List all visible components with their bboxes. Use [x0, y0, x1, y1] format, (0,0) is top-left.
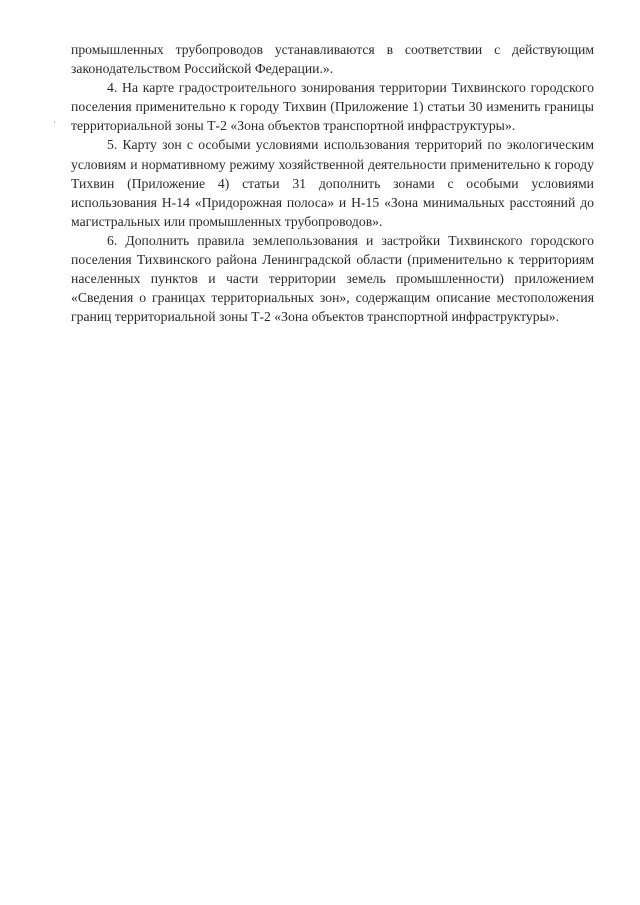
margin-mark: ·	[53, 118, 56, 128]
document-page	[71, 40, 594, 326]
paragraph-item-4: 4. На карте градостроительного зонирования территории Тихвинского городского поселения применительно к городу Тихвин (Приложение 1) статьи 30 изменить границы территориальной зоны Т-2 «Зона объектов транспортной инфраструктуры».	[71, 80, 594, 134]
paragraph-item-5: 5. Карту зон с особыми условиями использования территорий по экологическим условиям и нормативному режиму хозяйственной деятельности применительно к городу Тихвин (Приложение 4) статьи 31 дополнить зонами с особыми условиями использования Н-14 «Придорожная полоса» и Н-15 «Зона минимальных расстояний до магистральных или промышленных трубопроводов».	[71, 137, 594, 229]
paragraph-continuation: промышленных трубопроводов устанавливаются в соответствии с действующим законодательством Российской Федерации.».	[71, 42, 594, 77]
paragraph-item-6: 6. Дополнить правила землепользования и застройки Тихвинского городского поселения Тихвинского района Ленинградской области (применительно к территориям населенных пунктов и части территории земель промышленности) приложением «Сведения о границах территориальных зон», содержащим описание местоположения границ территориальной зоны Т-2 «Зона объектов транспортной инфраструктуры».	[71, 232, 594, 325]
